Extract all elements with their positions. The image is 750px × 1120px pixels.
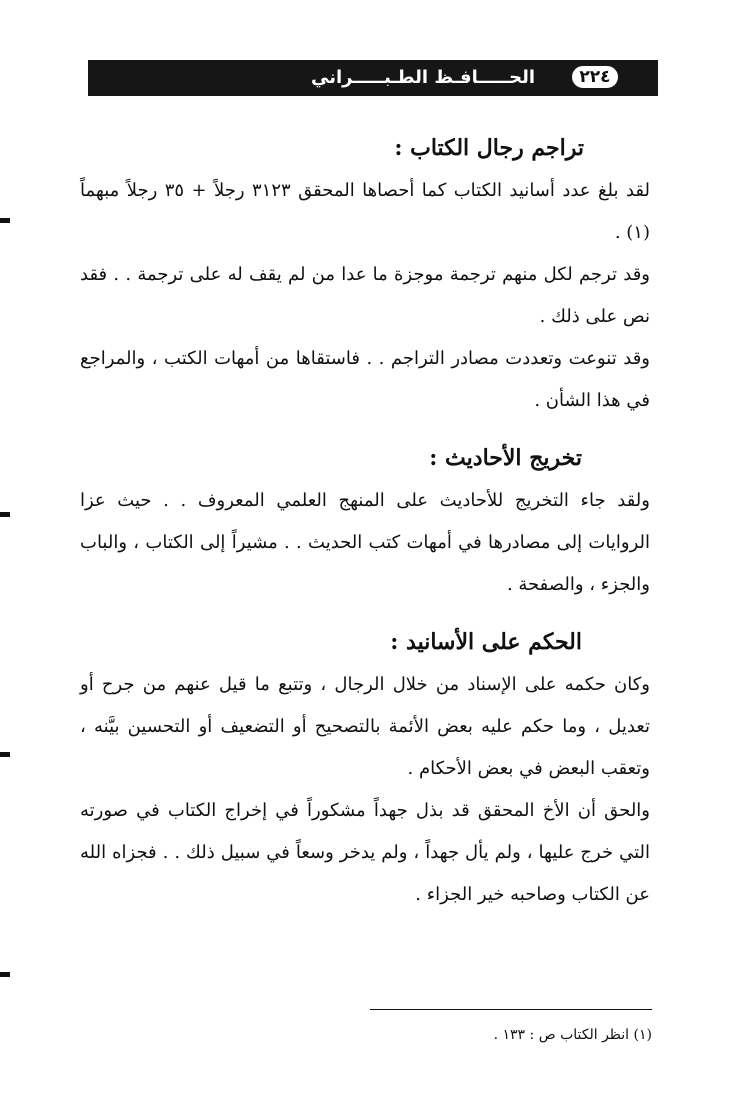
paragraph: وكان حكمه على الإسناد من خلال الرجال ، وتتبع ما قيل عنهم من جرح أو تعديل ، وما حكم عليه بعض الأئمة بالتصحيح أو التضعيف أو التحسين بيَّنه ، وتعقب البعض في بعض الأحكام . xyxy=(80,674,650,779)
paragraph: وقد ترجم لكل منهم ترجمة موجزة ما عدا من لم يقف له على ترجمة . . فقد نص على ذلك . xyxy=(80,264,650,327)
page-edge-mark xyxy=(0,218,10,223)
paragraph: ولقد جاء التخريج للأحاديث على المنهج العلمي المعروف . . حيث عزا الروايات إلى مصادرها في أمهات كتب الحديث . . مشيراً إلى الكتاب ، والباب والجزء ، والصفحة . xyxy=(80,490,650,595)
section-heading: تراجم رجال الكتاب : xyxy=(394,135,584,161)
section-heading: الحكم على الأسانيد : xyxy=(390,629,582,655)
footnote: (١) انظر الكتاب ص : ١٣٣ . xyxy=(493,1027,652,1043)
running-title: الحـــــافـظ الطـبـــــراني xyxy=(311,67,535,88)
page-edge-mark xyxy=(0,752,10,757)
page-edge-mark xyxy=(0,512,10,517)
footnote-divider xyxy=(370,1009,652,1010)
page-body xyxy=(80,120,650,916)
paragraph: لقد بلغ عدد أسانيد الكتاب كما أحصاها المحقق ٣١٢٣ رجلاً + ٣٥ رجلاً مبهماً (١) . xyxy=(80,180,650,243)
page-number: ٢٢٤ xyxy=(570,64,620,90)
page-edge-mark xyxy=(0,972,10,977)
paragraph: والحق أن الأخ المحقق قد بذل جهداً مشكوراً في إخراج الكتاب في صورته التي خرج عليها ، ولم يأل جهداً ، ولم يدخر وسعاً في سبيل ذلك . . فجزاه الله عن الكتاب وصاحبه خير الجزاء . xyxy=(80,800,650,905)
paragraph: وقد تنوعت وتعددت مصادر التراجم . . فاستقاها من أمهات الكتب ، والمراجع في هذا الشأن . xyxy=(80,348,650,411)
section-heading: تخريج الأحاديث : xyxy=(429,445,582,471)
